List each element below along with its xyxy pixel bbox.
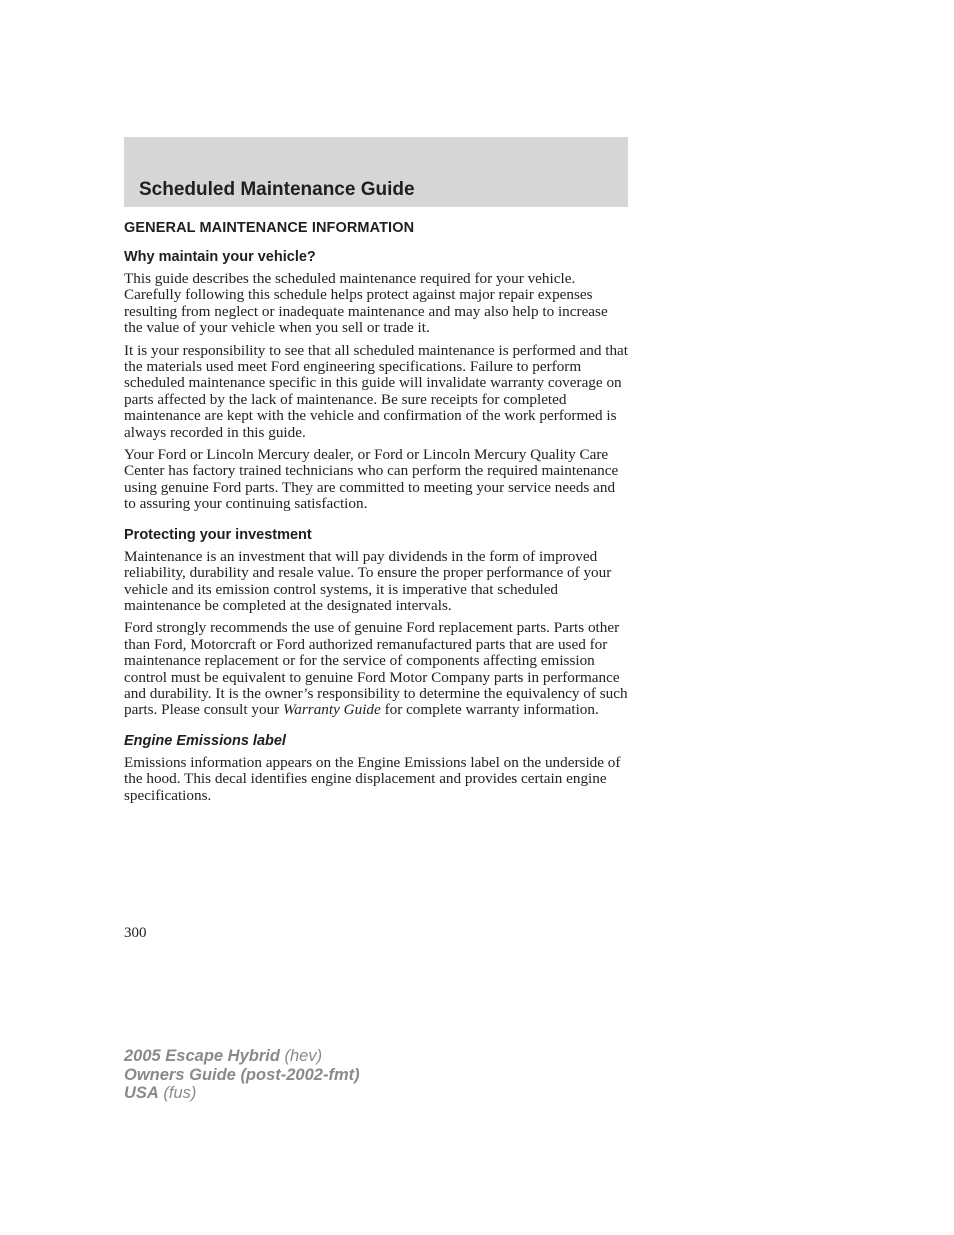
subheading-why-maintain: Why maintain your vehicle? <box>124 249 316 265</box>
paragraph: Emissions information appears on the Engine Emissions label on the underside of the hood. This decal identifies engine displacement and provides certain engine specifications. <box>124 753 621 804</box>
footer-market-code: (fus) <box>158 1084 197 1102</box>
paragraph: It is your responsibility to see that all scheduled maintenance is performed and that the materials used meet Ford engineering specifications. Failure to perform scheduled maintenance specific in this guide will invalidate warranty coverage on parts affected by the lack of maintenance. Be sure receipts for completed maintenance are kept with the vehicle and confirmation of the work performed is always recorded in this guide. <box>124 341 628 441</box>
page-number: 300 <box>124 925 147 941</box>
footer-model: 2005 Escape Hybrid <box>124 1047 280 1065</box>
page-title: Scheduled Maintenance Guide <box>139 179 415 200</box>
footer-line <box>124 1066 360 1085</box>
section-heading: GENERAL MAINTENANCE INFORMATION <box>124 220 415 236</box>
footer-model-code: (hev) <box>279 1047 323 1065</box>
warranty-guide-reference: Warranty Guide <box>283 701 381 719</box>
main-content <box>124 220 630 810</box>
subheading-protecting-investment: Protecting your investment <box>124 526 312 543</box>
subheading-engine-emissions: Engine Emissions label <box>124 732 286 749</box>
header-band <box>124 137 628 207</box>
footer-market: USA <box>124 1084 159 1102</box>
footer-line <box>124 1084 360 1103</box>
paragraph-text: Ford strongly recommends the use of genuine Ford replacement parts. Parts other than Ford, Motorcraft or Ford authorized remanufactured parts that are used for maintenance replacement or for the service of components affecting emission control must be equivalent to genuine Ford Motor Company parts in performance and durability. It is the owner’s responsibility to determine the equivalency of such parts. Please consult your <box>124 619 628 719</box>
footer-line <box>124 1047 360 1066</box>
paragraph-text: for complete warranty information. <box>380 701 599 719</box>
paragraph: Maintenance is an investment that will pay dividends in the form of improved reliability, durability and resale value. To ensure the proper performance of your vehicle and its emission control systems, it is imperative that scheduled maintenance be completed at the designated intervals. <box>124 547 612 614</box>
paragraph: This guide describes the scheduled maintenance required for your vehicle. Carefully following this schedule helps protect against major repair expenses resulting from neglect or inadequate maintenance and may also help to increase the value of your vehicle when you sell or trade it. <box>124 270 608 337</box>
paragraph: Your Ford or Lincoln Mercury dealer, or Ford or Lincoln Mercury Quality Care Center has factory trained technicians who can perform the required maintenance using genuine Ford parts. They are committed to meeting your service needs and to assuring your continuing satisfaction. <box>124 446 619 513</box>
footer-guide: Owners Guide (post-2002-fmt) <box>124 1065 360 1084</box>
document-footer <box>124 1047 360 1103</box>
paragraph-warranty <box>124 620 630 718</box>
